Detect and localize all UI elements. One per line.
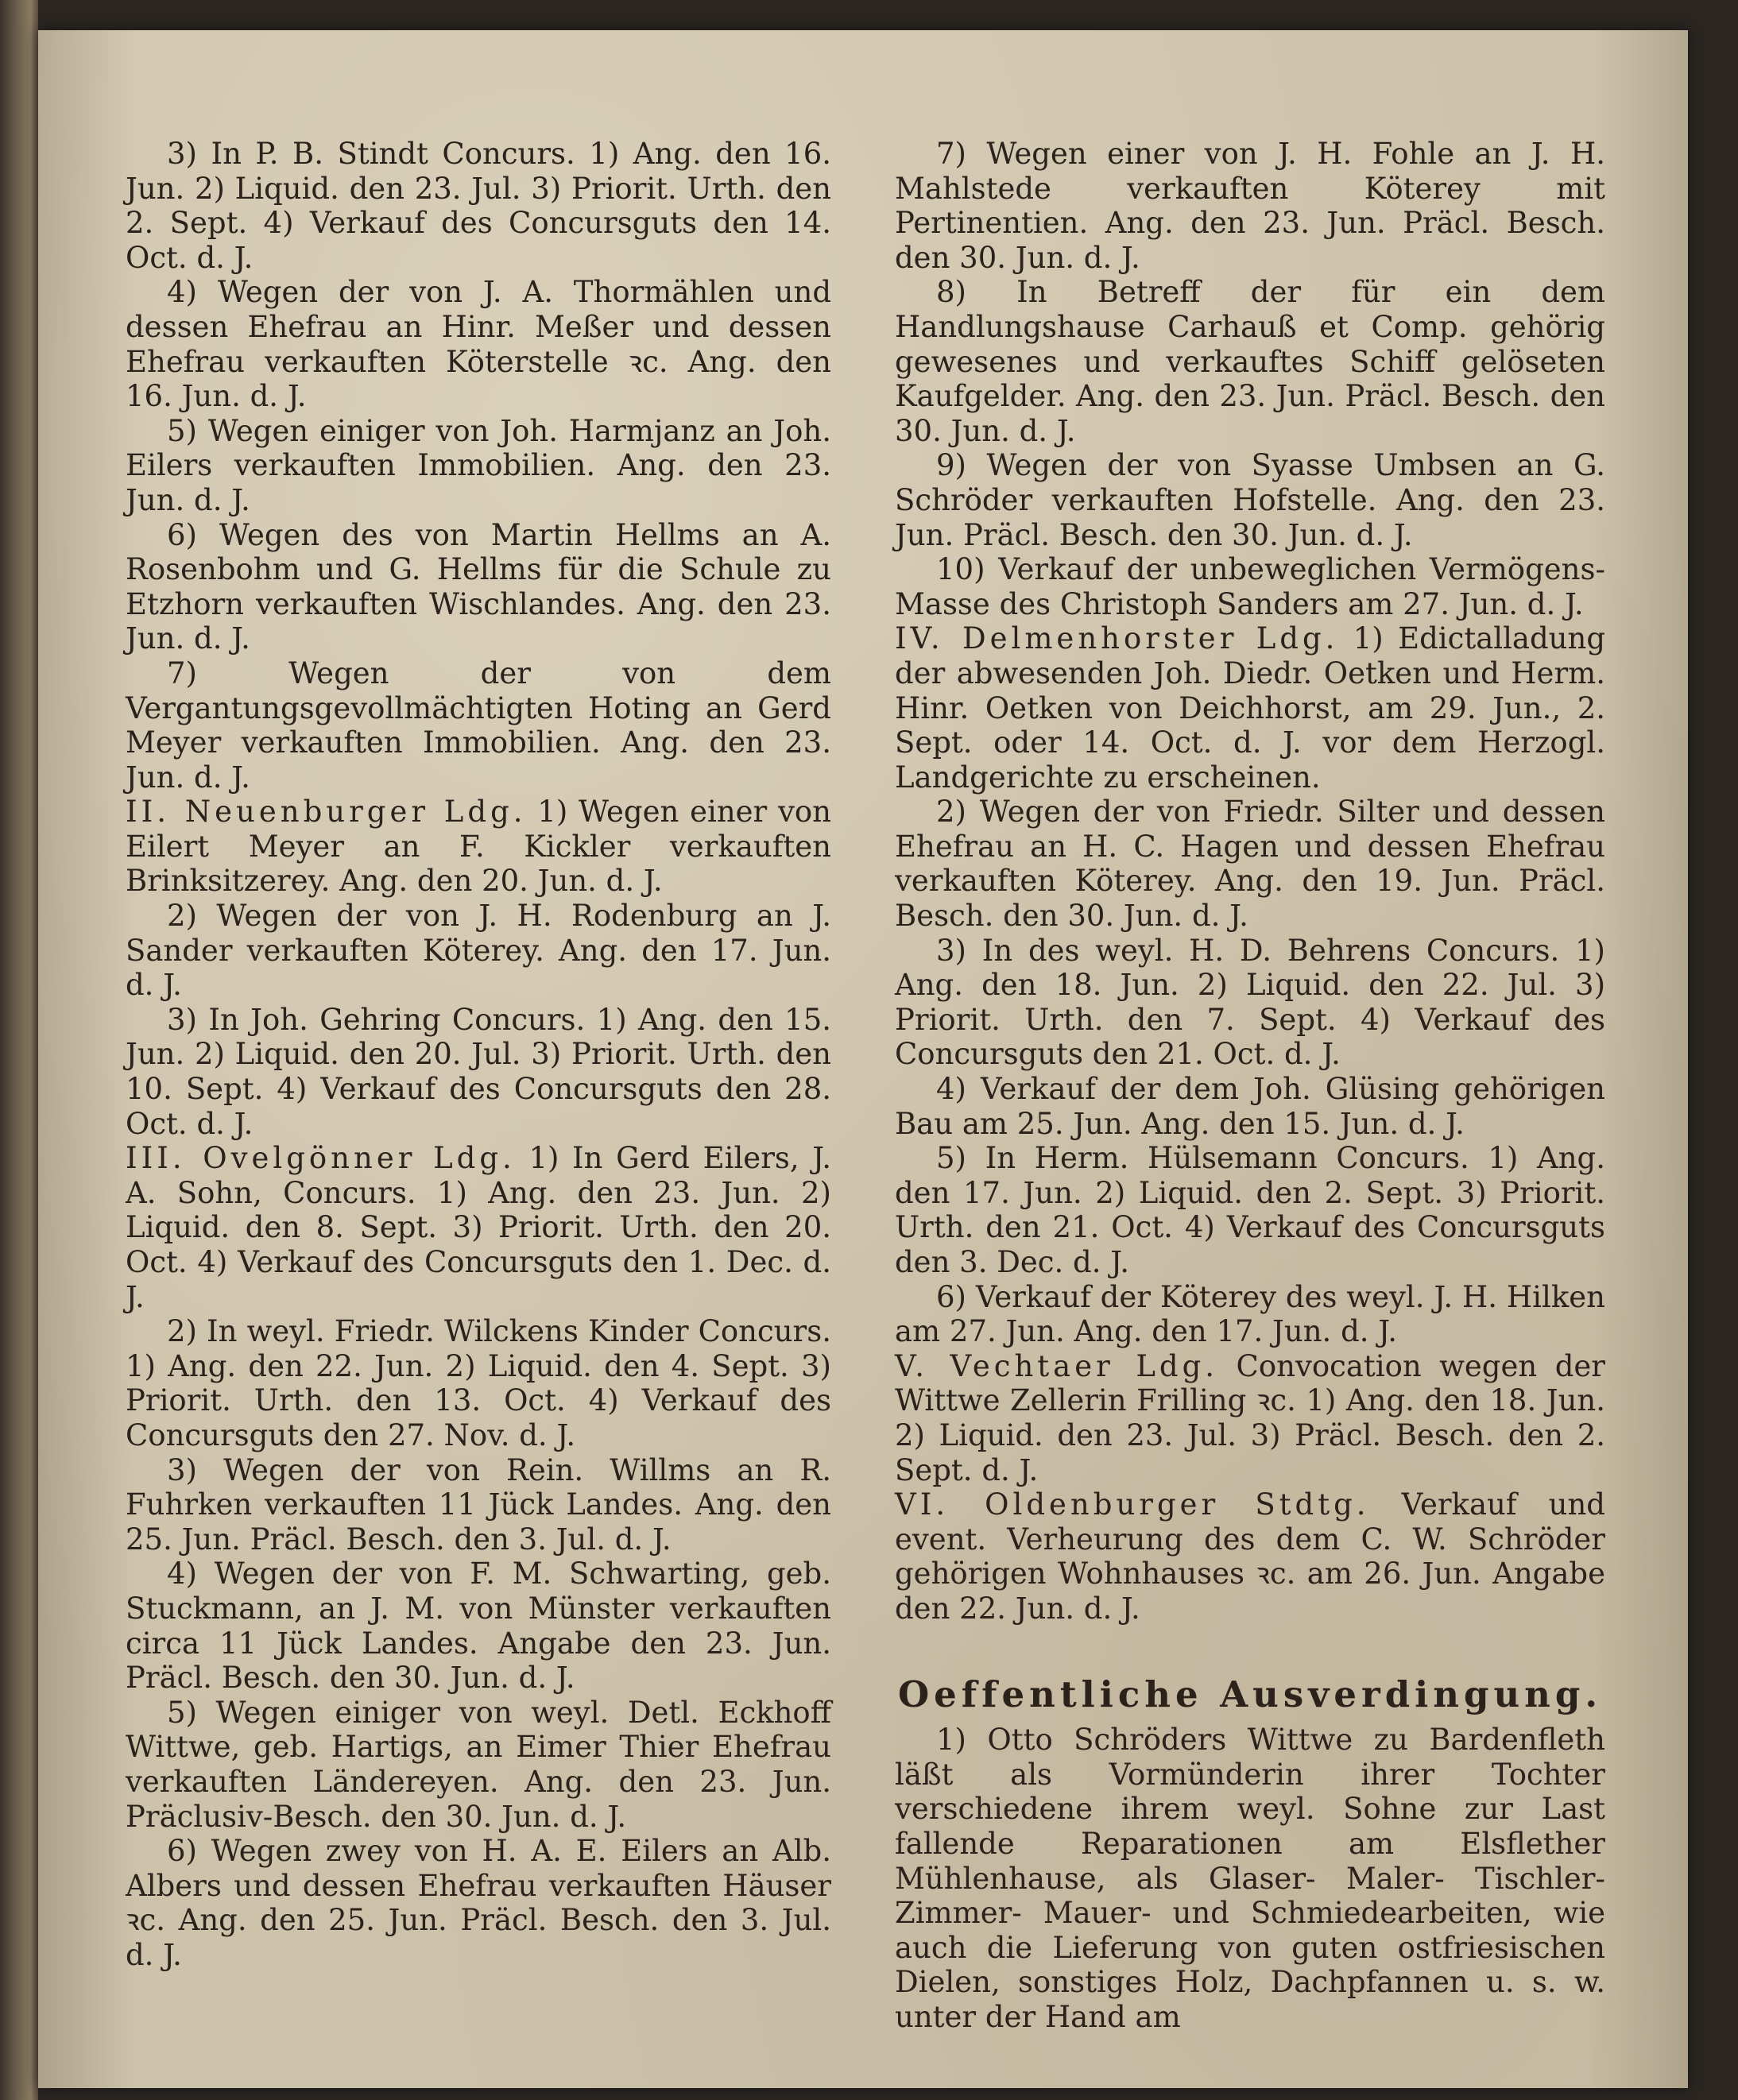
paragraph: 2) Wegen der von J. H. Rodenburg an J. Sander verkauften Köterey. Ang. den 17. Jun. d. J. [126,899,831,1003]
paragraph: 6) Verkauf der Köterey des weyl. J. H. Hilken am 27. Jun. Ang. den 17. Jun. d. J. [895,1279,1605,1349]
section-text: Convocation wegen der Wittwe Zellerin Frilling ꝛc. 1) Ang. den 18. Jun. 2) Liquid. den 23. Jul. 3) Präcl. Besch. den 2. Sept. d. J. [895,1348,1605,1487]
paragraph: 4) Wegen der von F. M. Schwarting, geb. Stuckmann, an J. M. von Münster verkauften circa 11 Jück Landes. Angabe den 23. Jun. Präcl. Besch. den 30. Jun. d. J. [126,1557,831,1696]
section-entry [895,1349,1605,1487]
paragraph: 5) In Herm. Hülsemann Concurs. 1) Ang. den 17. Jun. 2) Liquid. den 2. Sept. 3) Priorit. Urth. den 21. Oct. 4) Verkauf des Concursguts den 3. Dec. d. J. [895,1141,1605,1279]
paragraph: 1) Otto Schröders Wittwe zu Bardenfleth läßt als Vormünderin ihrer Tochter verschiedene ihrem weyl. Sohne zur Last fallende Reparationen am Elsflether Mühlenhause, als Glaser- Maler- Tischler- Zimmer- Mauer- und Schmiedearbeiten, wie auch die Lieferung von guten ostfriesischen Dielen, sonstiges Holz, Dachpfannen u. s. w. unter der Hand am [895,1723,1605,2034]
paragraph: 6) Wegen des von Martin Hellms an A. Rosenbohm und G. Hellms für die Schule zu Etzhorn verkauften Wischlandes. Ang. den 23. Jun. d. J. [126,517,831,656]
section-label: II. Neuenburger Ldg. [126,795,527,830]
section-entry [895,621,1605,795]
paragraph: 4) Wegen der von J. A. Thormählen und dessen Ehefrau an Hinr. Meßer und dessen Ehefrau verkauften Köterstelle ꝛc. Ang. den 16. Jun. d. J. [126,275,831,414]
paragraph: 7) Wegen einer von J. H. Fohle an J. H. Mahlstede verkauften Köterey mit Pertinentien. Ang. den 23. Jun. Präcl. Besch. den 30. Jun. d. J. [895,137,1605,275]
paragraph: 5) Wegen einiger von weyl. Detl. Eckhoff Wittwe, geb. Hartigs, an Eimer Thier Ehefrau verkauften Ländereyen. Ang. den 23. Jun. Präclusiv-Besch. den 30. Jun. d. J. [126,1695,831,1834]
right-column [895,137,1605,2034]
book-spine [0,0,38,2100]
paragraph: 8) In Betreff der für ein dem Handlungshause Carhauß et Comp. gehörig gewesenes und verkauftes Schiff gelöseten Kaufgelder. Ang. den 23. Jun. Präcl. Besch. den 30. Jun. d. J. [895,275,1605,448]
paragraph: 2) In weyl. Friedr. Wilckens Kinder Concurs. 1) Ang. den 22. Jun. 2) Liquid. den 4. Sept. 3) Priorit. Urth. den 13. Oct. 4) Verkauf des Concursguts den 27. Nov. d. J. [126,1314,831,1452]
section-label: VI. Oldenburger Stdtg. [895,1487,1370,1522]
paragraph: 7) Wegen der von dem Vergantungsgevollmächtigten Hoting an Gerd Meyer verkauften Immobilien. Ang. den 23. Jun. d. J. [126,656,831,795]
paragraph: 6) Wegen zwey von H. A. E. Eilers an Alb. Albers und dessen Ehefrau verkauften Häuser ꝛc. Ang. den 25. Jun. Präcl. Besch. den 3. Jul. d. J. [126,1834,831,1972]
section-text: 1) In Gerd Eilers, J. A. Sohn, Concurs. 1) Ang. den 23. Jun. 2) Liquid. den 8. Sept. 3) Priorit. Urth. den 20. Oct. 4) Verkauf des Concursguts den 1. Dec. d. J. [126,1141,831,1314]
paragraph: 3) Wegen der von Rein. Willms an R. Fuhrken verkauften 11 Jück Landes. Ang. den 25. Jun. Präcl. Besch. den 3. Jul. d. J. [126,1452,831,1557]
paragraph: 4) Verkauf der dem Joh. Glüsing gehörigen Bau am 25. Jun. Ang. den 15. Jun. d. J. [895,1072,1605,1141]
section-label: IV. Delmenhorster Ldg. [895,621,1339,656]
paragraph: 9) Wegen der von Syasse Umbsen an G. Schröder verkauften Hofstelle. Ang. den 23. Jun. Präcl. Besch. den 30. Jun. d. J. [895,448,1605,552]
section-label: III. Ovelgönner Ldg. [126,1141,516,1176]
section-entry [126,1141,831,1314]
section-text: 1) Edictalladung der abwesenden Joh. Diedr. Oetken und Herm. Hinr. Oetken von Deichhorst, am 29. Jun., 2. Sept. oder 14. Oct. d. J. vor dem Herzogl. Landgerichte zu erscheinen. [895,621,1606,795]
section-label: V. Vechtaer Ldg. [895,1348,1219,1383]
paragraph: 3) In Joh. Gehring Concurs. 1) Ang. den 15. Jun. 2) Liquid. den 20. Jul. 3) Priorit. Urth. den 10. Sept. 4) Verkauf des Concursguts den 28. Oct. d. J. [126,1002,831,1141]
paragraph: 2) Wegen der von Friedr. Silter und dessen Ehefrau an H. C. Hagen und dessen Ehefrau verkauften Köterey. Ang. den 19. Jun. Präcl. Besch. den 30. Jun. d. J. [895,795,1605,934]
paragraph: 3) In P. B. Stindt Concurs. 1) Ang. den 16. Jun. 2) Liquid. den 23. Jul. 3) Priorit. Urth. den 2. Sept. 4) Verkauf des Concursguts den 14. Oct. d. J. [126,137,831,275]
document-page [38,30,1688,2088]
section-text: 1) Wegen einer von Eilert Meyer an F. Kickler verkauften Brinksitzerey. Ang. den 20. Jun. d. J. [126,795,832,899]
left-column [126,137,831,1972]
paragraph: 3) In des weyl. H. D. Behrens Concurs. 1) Ang. den 18. Jun. 2) Liquid. den 22. Jul. 3) Priorit. Urth. den 7. Sept. 4) Verkauf des Concursguts den 21. Oct. d. J. [895,933,1605,1072]
section-entry [126,795,831,899]
paragraph: 5) Wegen einiger von Joh. Harmjanz an Joh. Eilers verkauften Immobilien. Ang. den 23. Jun. d. J. [126,413,831,517]
section-text: Verkauf und event. Verheurung des dem C. W. Schröder gehörigen Wohnhauses ꝛc. am 26. Jun. Angabe den 22. Jun. d. J. [895,1487,1605,1626]
paragraph: 10) Verkauf der unbeweglichen Vermögens-Masse des Christoph Sanders am 27. Jun. d. J. [895,552,1605,621]
section-heading: Oeffentliche Ausverdingung. [897,1673,1603,1715]
section-entry [895,1487,1605,1626]
